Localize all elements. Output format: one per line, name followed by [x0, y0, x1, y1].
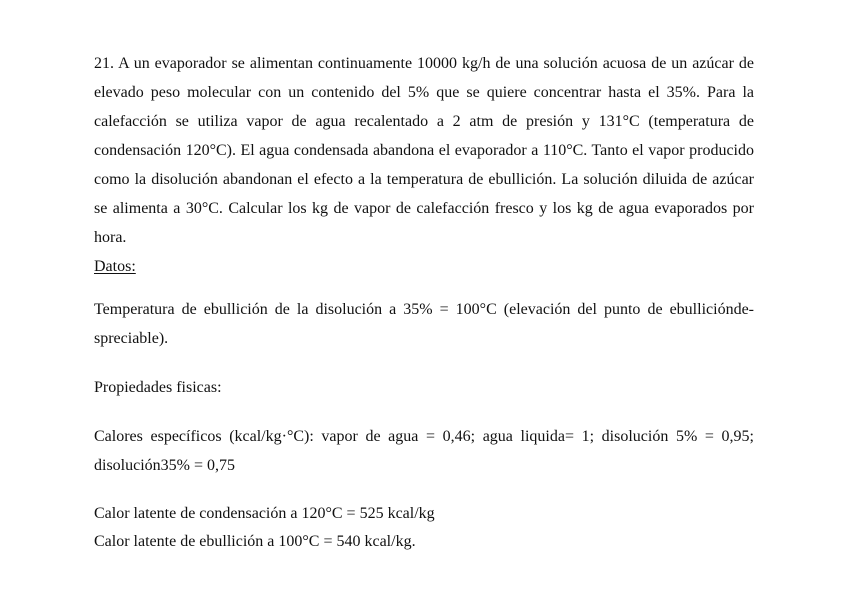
boiling-temperature-note: Temperatura de ebullición de la disolución a 35% = 100°C (elevación del punto de ebullicióndespreciable). — [94, 301, 754, 347]
spacer — [94, 353, 754, 373]
latent-heat-condensation: Calor latente de condensación a 120°C = 525 kcal/kg — [94, 505, 435, 522]
spacer — [94, 402, 754, 422]
specific-heats: Calores específicos (kcal/kg·°C): vapor de agua = 0,46; agua liquida= 1; disolución 5% = 0,95; disolución35% = 0,75 — [94, 428, 754, 474]
spacer — [94, 281, 754, 295]
document-page — [94, 49, 754, 556]
latent-heat-boiling: Calor latente de ebullición a 100°C = 540 kcal/kg. — [94, 533, 416, 550]
problem-statement: 21. A un evaporador se alimentan continuamente 10000 kg/h de una solución acuosa de un azúcar de elevado peso molecular con un contenido del 5% que se quiere concentrar hasta el 35%. Para la calefacción se utiliza vapor de agua recalentado a 2 atm de presión y 131°C (temperatura de condensación 120°C). El agua condensada abandona el evaporador a 110°C. Tanto el vapor producido como la disolución abandonan el efecto a la temperatura de ebullición. La solución diluida de azúcar se alimenta a 30°C. Calcular los kg de vapor de calefacción fresco y los kg de agua evaporados por hora. — [94, 55, 754, 246]
spacer — [94, 480, 754, 500]
properties-heading: Propiedades fisicas: — [94, 379, 222, 396]
data-heading: Datos: — [94, 258, 136, 275]
